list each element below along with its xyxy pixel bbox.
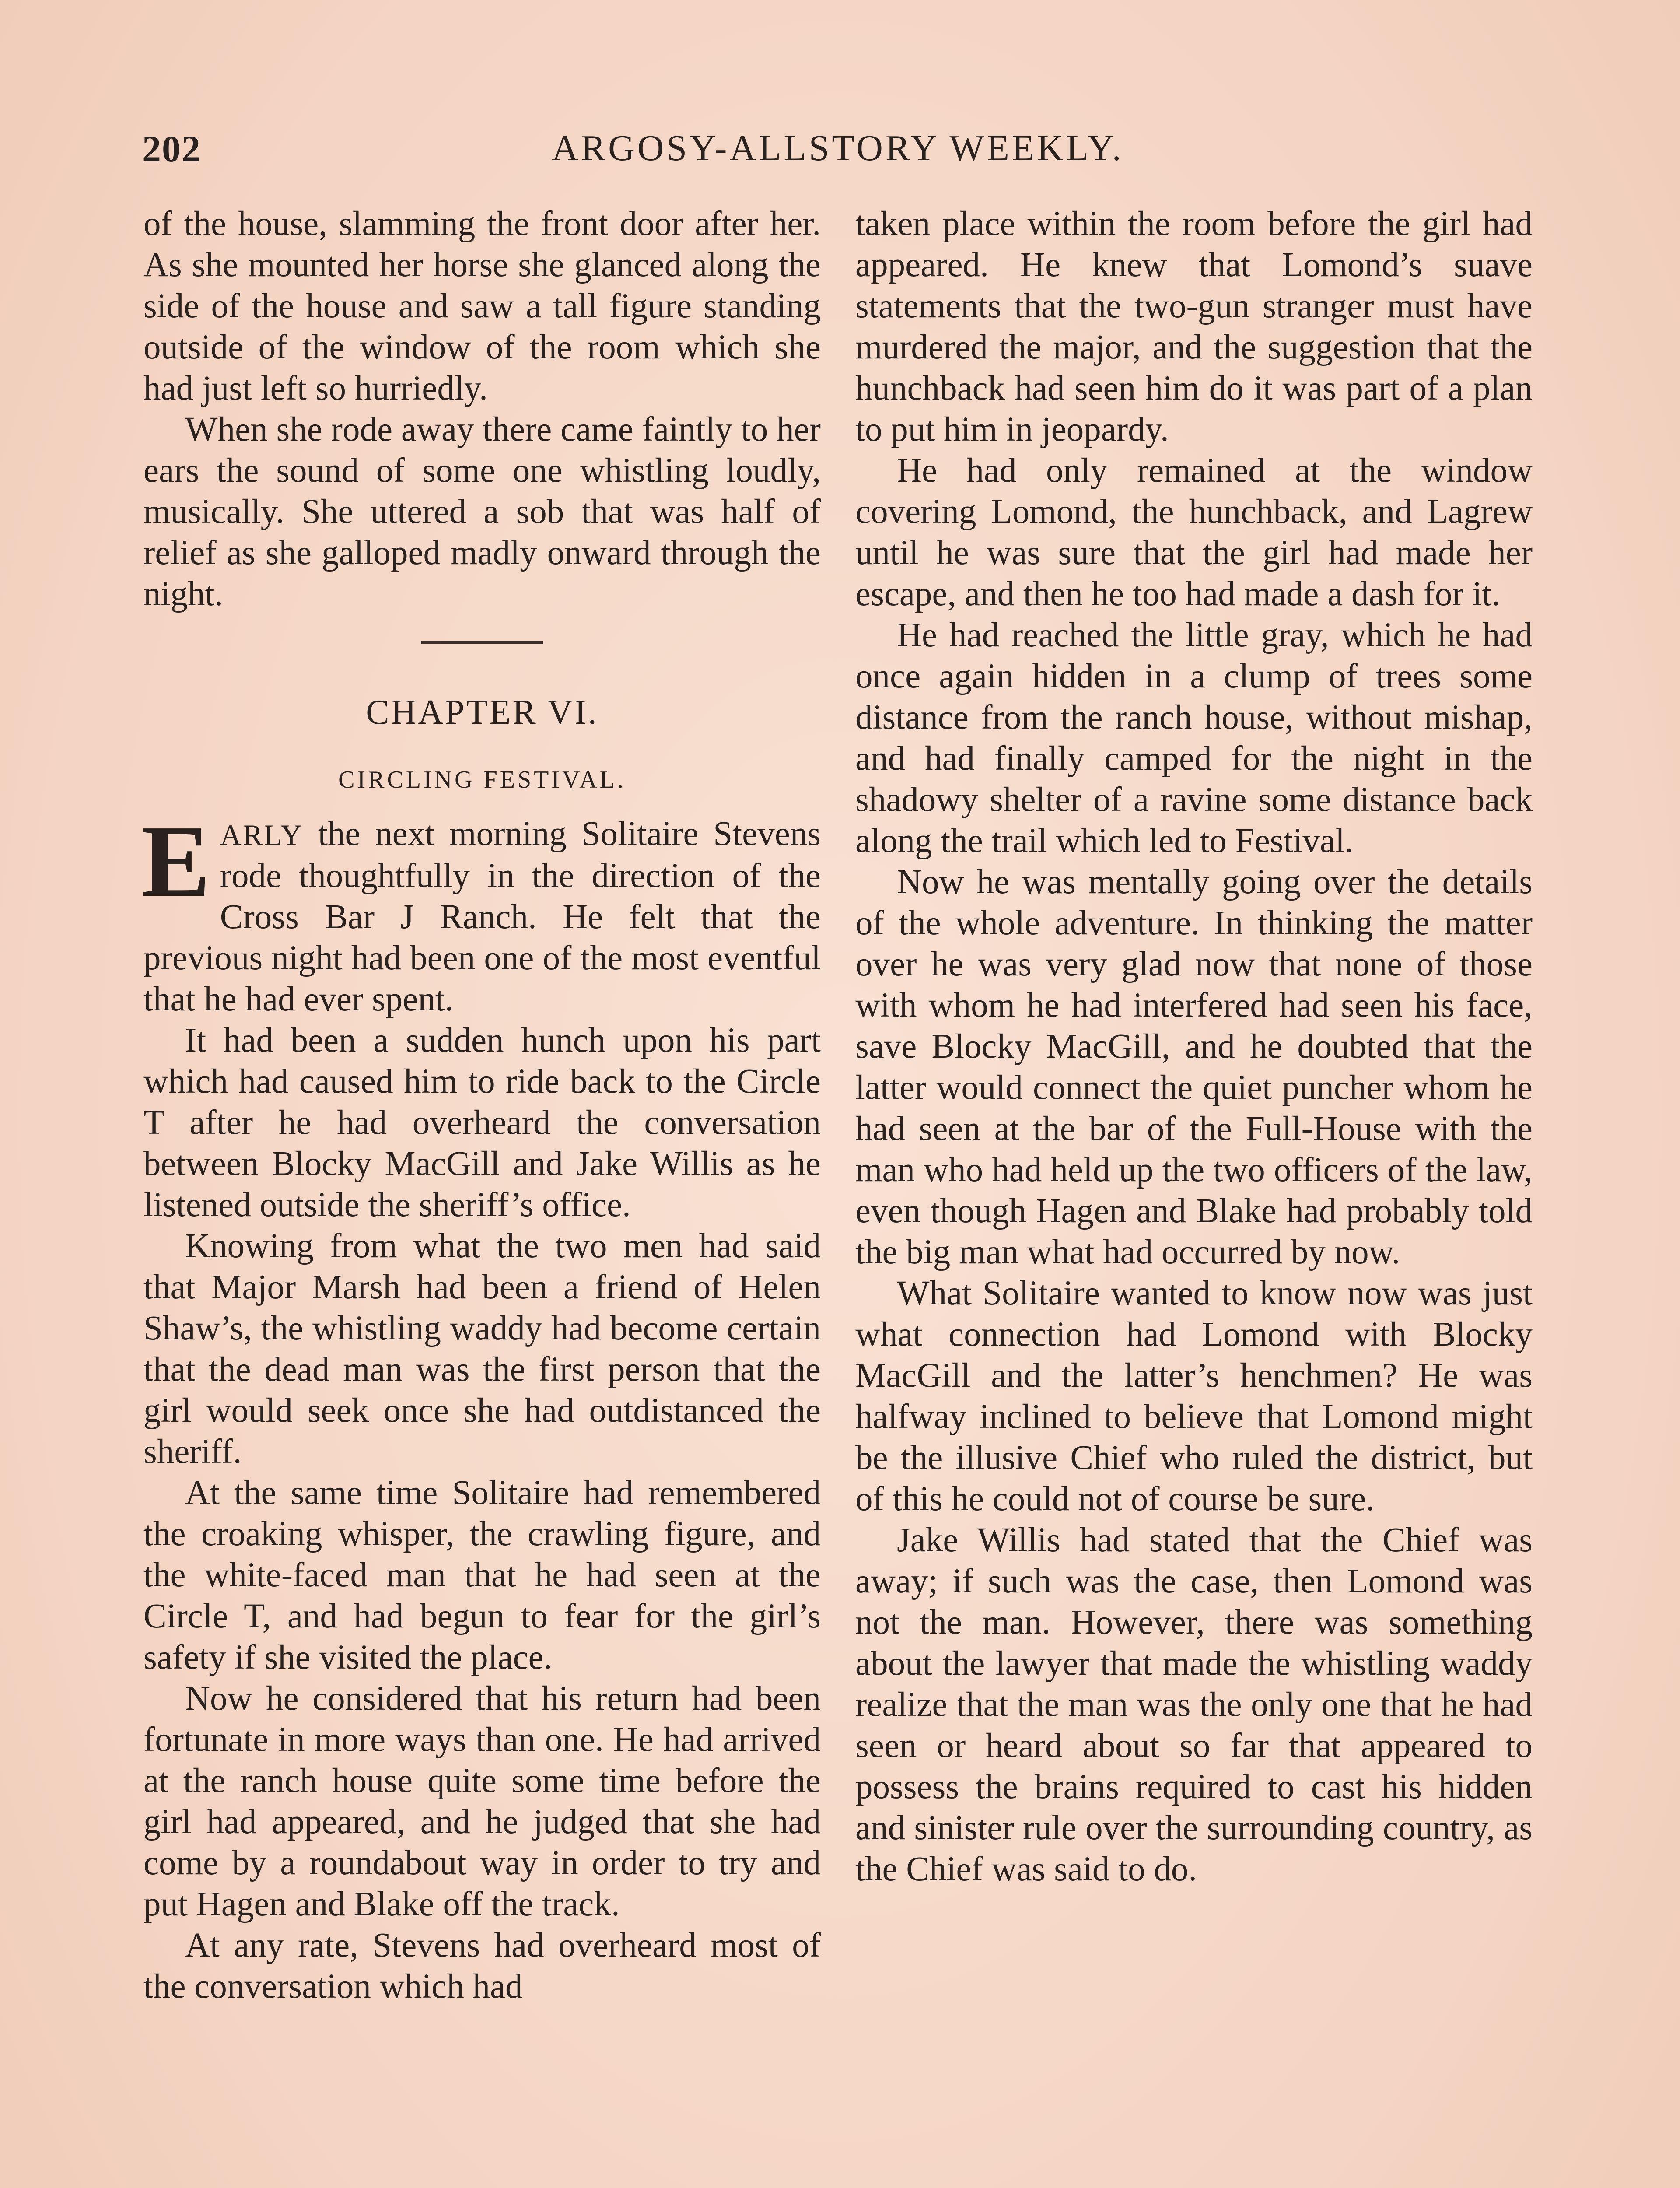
paragraph: Now he was mentally going over the details of the whole adventure. In thinking the matter over he was very glad now that none of those with whom he had interfered had seen his face, save Blocky MacGill, and he doubted that the latter would connect the quiet puncher whom he had seen at the bar of the Full-House with the man who had held up the two officers of the law, even though Hagen and Blake had probably told the big man what had occurred by now. (855, 863, 1533, 1271)
running-title: ARGOSY-ALLSTORY WEEKLY. (552, 128, 1124, 168)
paragraph: It had been a sudden hunch upon his part which had caused him to ride back to the Circle T after he had overheard the conversation between Blocky MacGill and Jake Willis as he listened outside the sheriff’s office. (144, 1021, 821, 1224)
chapter-opening-paragraph (142, 804, 821, 1020)
section-divider (421, 641, 543, 644)
paragraph: Knowing from what the two men had said that Major Marsh had been a friend of Helen Shaw’s, the whistling waddy had become certain that the dead man was the first person that the girl would seek once she had outdistanced the sheriff. (144, 1227, 821, 1471)
paragraph: When she rode away there came faintly to her ears the sound of some one whistling loudly, musically. She uttered a sob that was half of relief as she galloped madly onward through the night. (144, 410, 821, 613)
paragraph: He had only remained at the window covering Lomond, the hunchback, and Lagrew until he was sure that the girl had made her escape, and then he too had made a dash for it. (855, 452, 1533, 613)
page-header (142, 127, 1533, 179)
opening-text: the next morning Solitaire Stevens rode thoughtfully in the direction of the Cross Bar J Ranch. He felt that the previous night had been one of the most eventful that he had ever spent. (144, 815, 821, 1018)
drop-cap: E (142, 804, 210, 918)
chapter-subtitle: CIRCLING FESTIVAL. (338, 766, 626, 793)
left-column (144, 203, 821, 2007)
paragraph: Jake Willis had stated that the Chief was away; if such was the case, then Lomond was not the man. However, there was something about the lawyer that made the whistling waddy realize that the man was the only one that he had seen or heard about so far that appeared to possess the brains required to cast his hidden and sinister rule over the surrounding country, as the Chief was said to do. (855, 1521, 1533, 1888)
paragraph: At any rate, Stevens had overheard most of the conversation which had (144, 1926, 821, 2006)
paragraph: He had reached the little gray, which he had once again hidden in a clump of trees some distance from the ranch house, without mishap, and had finally camped for the night in the shadowy shelter of a ravine some distance back along the trail which led to Festival. (855, 616, 1533, 860)
paragraph: Now he considered that his return had been fortunate in more ways than one. He had arrived at the ranch house quite some time before the girl had appeared, and he judged that she had come by a roundabout way in order to try and put Hagen and Blake off the track. (144, 1680, 821, 1923)
right-column (855, 203, 1533, 1890)
paragraph: What Solitaire wanted to know now was just what connection had Lomond with Blocky MacGill and the latter’s henchmen? He was halfway inclined to believe that Lomond might be the illusive Chief who ruled the district, but of this he could not of course be sure. (855, 1274, 1533, 1518)
paragraph: of the house, slamming the front door after her. As she mounted her horse she glanced along the side of the house and saw a tall figure standing outside of the window of the room which she had just left so hurriedly. (144, 205, 821, 407)
opening-small-caps: ARLY (220, 818, 304, 852)
chapter-title: CHAPTER VI. (366, 693, 598, 732)
page-number: 202 (142, 128, 201, 170)
paragraph: taken place within the room before the girl had appeared. He knew that Lomond’s suave statements that the two-gun stranger must have murdered the major, and the suggestion that the hunchback had seen him do it was part of a plan to put him in jeopardy. (855, 205, 1533, 449)
paragraph: At the same time Solitaire had remembered the croaking whisper, the crawling figure, and the white-faced man that he had seen at the Circle T, and had begun to fear for the girl’s safety if she visited the place. (144, 1474, 821, 1676)
